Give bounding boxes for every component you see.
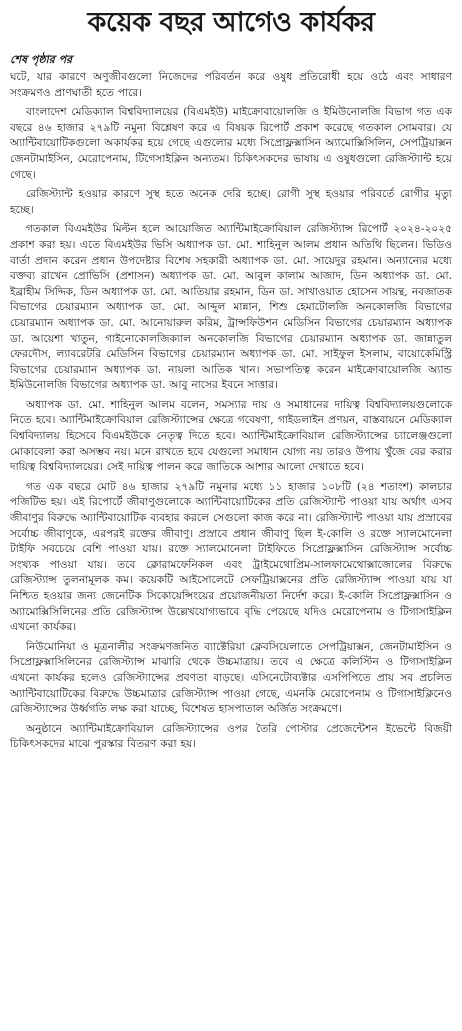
paragraph: গতকাল বিএমইউর মিল্টন হলে আয়োজিত অ্যান্টিমাইক্রোবিয়াল রেজিস্ট্যান্স রিপোর্ট ২০২৪-২০২৫ প্রকাশ করা হয়। এতে বিএমইউর ভিসি অধ্যাপক ডা. মো. শাহিনুল আলম প্রধান অতিথি ছিলেন। ভিডিও বার্তা প্রদান করেন প্রধান উপদেষ্টার বিশেষ সহকারী অধ্যাপক ডা. মো. সায়েদুর রহমান। অন্যান্যের মধ্যে বক্তব্য রাখেন প্রোভিসি (প্রশাসন) অধ্যাপক ডা. মো. আবুল কালাম আজাদ, ডিন অধ্যাপক ডা. মো. ইব্রাহীম সিদ্দিক, ডিন অধ্যাপক ডা. মো. আতিয়ার রহমান, ডিন ডা. সাখাওয়াত হোসেন সায়ন্থ, নবজাতক বিভাগের চেয়ারম্যান অধ্যাপক ডা. মো. আব্দুল মান্নান, শিশু হেমাটোলজি অনকোলজি বিভাগের চেয়ারম্যান অধ্যাপক ডা. মো. আনোয়ারুল করিম, ট্রান্সফিউশন মেডিসিন বিভাগের চেয়ারম্যান অধ্যাপক ডা. আয়েশা খাতুন, গাইনোকোলজিক্যাল অনকোলজি বিভাগের চেয়ারম্যান অধ্যাপক ডা. জান্নাতুল ফেরদৌস, ল্যাবরেটরি মেডিসিন বিভাগের চেয়ারম্যান অধ্যাপক ডা. মো. সাইফুল ইসলাম, বায়োকেমিস্ট্রি বিভাগের চেয়ারম্যান অধ্যাপক ডা. নায়লা আতিক খান। সভাপতিত্ব করেন মাইক্রোবায়োলজি অ্যান্ড ইমিউনোলজি বিভাগের অধ্যাপক ডা. আবু নাসের ইবনে সাত্তার। [10, 223, 452, 392]
paragraph: ঘটে, যার কারণে অণুজীবগুলো নিজেদের পরিবর্তন করে ওষুধ প্রতিরোধী হয়ে ওঠে এবং সাধারণ সংক্রমণও প্রাণঘাতী হতে পারে। [10, 71, 452, 99]
paragraph: নিউমোনিয়া ও মূত্রনালীর সংক্রমণজনিত ব্যাক্টেরিয়া ক্লেবসিয়েলাতে সেপট্রিয়াক্সন, জেনটামাইসিন ও সিপ্রোফ্লক্সাসিলিনের রেজিস্ট্যান্স মাঝারি থেকে উচ্চমাত্রায়। তবে এ ক্ষেত্রে কলিস্টিন ও টিগাসাইক্লিন এখনো কার্যকর হলেও রেজিস্ট্যান্সের প্রবণতা বাড়ছে। এসিনেটোব্যক্টার এসপিপিতে প্রায় সব প্রচলিত অ্যান্টিবায়োটিকের বিরুদ্ধে উচ্চমাত্রার রেজিস্ট্যান্স পাওয়া গেছে, এমনকি মেরোপেনাম ও টিগাসাইক্লিনেও রেজিস্ট্যান্সের উর্ধ্বগতি লক্ষ করা যাচ্ছে, বিশেষত হাসপাতাল অর্জিত সংক্রমণে। [10, 640, 452, 716]
paragraph: রেজিস্ট্যান্ট হওয়ার কারণে সুস্থ হতে অনেক দেরি হচ্ছে। রোগী সুস্থ হওয়ার পরিবর্তে রোগীর মৃত্যু হচ্ছে। [10, 188, 452, 216]
headline: কয়েক বছর আগেও কার্যকর [87, 7, 375, 38]
paragraph: অধ্যাপক ডা. মো. শাহিনুল আলম বলেন, সমস্যার দায় ও সমাধানের দায়িত্ব বিশ্ববিদ্যালয়গুলোকে নিতে হবে। অ্যান্টিমাইক্রোবিয়াল রেজিস্ট্যান্সের ক্ষেত্রে গবেষণা, গাইডলাইন প্রণয়ন, বাস্তবায়নে মেডিক্যাল বিশ্ববিদ্যালয় হিসেবে বিএমইউকে নেতৃত্ব দিতে হবে। অ্যান্টিমাইক্রোবিয়াল রেজিস্ট্যান্সের চ্যালেঞ্জগুলো মোকাবেলা করা অসম্ভব নয়। মনে রাখতে হবে যেগুলো সমাধান যোগ্য নয় তারও উপায় খুঁজে বের করার দায়িত্ব বিশ্ববিদ্যালয়ের। সেই দায়িত্ব পালন করে জাতিকে আশার আলো দেখাতে হবে। [10, 398, 452, 474]
continued-from-label: শেষ পৃষ্ঠার পর [10, 53, 73, 66]
paragraph: গত এক বছরে মোট ৪৬ হাজার ২৭৯টি নমুনার মধ্যে ১১ হাজার ১০৮টি (২৪ শতাংশ) কালচার পজিটিভ হয়। এই রিপোর্টে জীবাণুগুলোকে অ্যান্টিবায়োটিকের প্রতি রেজিস্ট্যান্ট পাওয়া যায় অর্থাৎ এসব জীবাণুর বিরুদ্ধে অ্যান্টিবায়োটিক ব্যবহার করলে সেগুলো কাজ করে না। রেজিস্ট্যান্ট পাওয়া যায় প্রস্রাবের সর্বোচ্চ জীবাণুকে, এরপরই রক্তের জীবাণু। প্রস্রাবে প্রধান জীবাণু ছিল ই-কোলি ও রক্তে স্যালমোনেলা টাইফি সবচেয়ে বেশি পাওয়া যায়। রক্তে স্যালমোনেলা টাইফিতে সিপ্রোফ্লক্সাসিন রেজিস্ট্যান্স সর্বোচ্চ সংখ্যক পাওয়া যায়। তবে ক্লোরামফেনিকল এবং ট্রাইমেথোপ্রিম-সালফামেথোক্সাজোলের বিরুদ্ধে রেজিস্ট্যান্স তুলনামূলক কম। কয়েকটি আইসোলেটে সেফট্রিয়াক্সনের প্রতি রেজিস্ট্যান্স পাওয়া যায় যা নিশ্চিত হওয়ার জন্য জেনেটিক সিকোয়েন্সিংয়ের প্রয়োজনীয়তা নির্দেশ করে। ই-কোলি সিপ্রোফ্লক্সাসিন ও অ্যামোক্সিসিলিনের প্রতি রেজিস্ট্যান্স উল্লেখযোগ্যভাবে বৃদ্ধি পেয়েছে যদিও মেরোপেনাম ও টিগাসাইক্লিন এখনো কার্যকর। [10, 480, 452, 634]
paragraph: অনুষ্ঠানে অ্যান্টিমাইক্রোবিয়াল রেজিস্ট্যান্সের ওপর তৈরি পোস্টার প্রেজেন্টেশন ইভেন্টে বিজয়ী চিকিৎসকদের মাঝে পুরস্কার বিতরণ করা হয়। [10, 722, 452, 751]
paragraph: বাংলাদেশ মেডিক্যাল বিশ্ববিদ্যালয়ের (বিএমইউ) মাইক্রোবায়োলজি ও ইমিউনোলজি বিভাগ গত এক বছরে ৪৬ হাজার ২৭৯টি নমুনা বিশ্লেষণ করে এ বিষয়ক রিপোর্ট প্রকাশ করেছে গতকাল সোমবার। যে অ্যান্টিবায়োটিকগুলো অকার্যকর হয়ে গেছে এগুলোর মধ্যে সিপ্রোফ্লক্সাসিন অ্যামোক্সিসিলিন, সেপট্রিয়াক্সন জেনটামাইসিন, মেরোপেনাম, টিগেসাইক্লিন অন্যতম। চিকিৎসকদের ভাষায় এ ওষুধগুলো রেজিস্ট্যান্ট হয়ে গেছে। [10, 106, 452, 181]
article-body [10, 70, 452, 753]
